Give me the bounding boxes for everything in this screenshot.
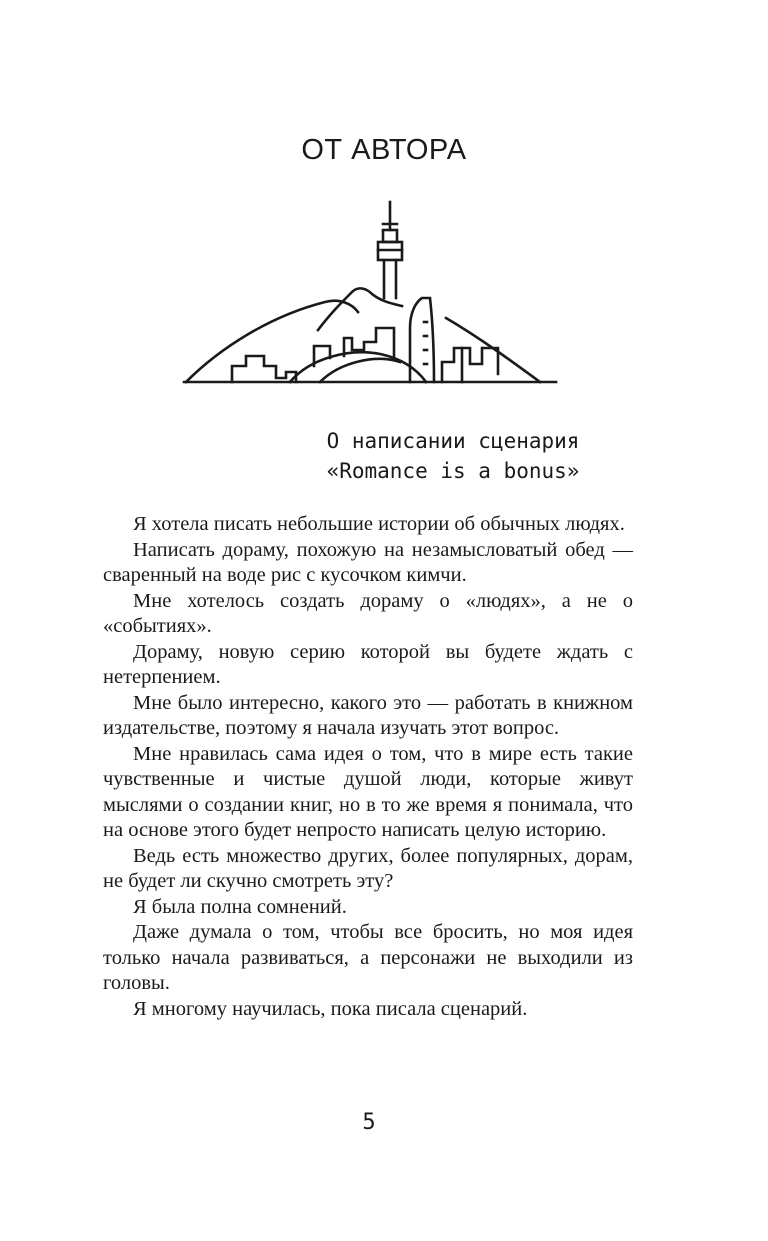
- paragraph: Мне было интересно, какого это — работать в книжном издательстве, поэтому я начала изучать этот вопрос.: [103, 691, 633, 739]
- subtitle-line-1: О написании сценария: [326, 429, 580, 453]
- subtitle: [0, 426, 738, 486]
- paragraph: Я хотела писать небольшие истории об обычных людях.: [133, 513, 625, 535]
- paragraph: Даже думала о том, чтобы все бросить, но моя идея только начала развиваться, а персонажи не выходили из головы.: [103, 921, 633, 994]
- subtitle-line-2: «Romance is a bonus»: [326, 459, 580, 483]
- paragraph: Мне хотелось создать дораму о «людях», а не о «событиях».: [103, 589, 633, 637]
- body-text: [103, 512, 633, 1022]
- paragraph: Дораму, новую серию которой вы будете ждать с нетерпением.: [103, 640, 633, 688]
- paragraph: Мне нравилась сама идея о том, что в мире есть такие чувственные и чистые душой люди, которые живут мыслями о создании книг, но в то же время я понимала, что на основе этого будет непросто написать целую историю.: [103, 742, 633, 841]
- paragraph: Ведь есть множество других, более популярных, дорам, не будет ли скучно смотреть эту?: [103, 844, 633, 892]
- page-number: 5: [362, 1110, 376, 1135]
- chapter-title: ОТ АВТОРА: [301, 134, 467, 166]
- seoul-skyline-icon: [180, 198, 560, 388]
- paragraph: Написать дораму, похожую на незамысловатый обед — сваренный на воде рис с кусочком кимчи.: [103, 538, 633, 586]
- paragraph: Я многому научилась, пока писала сценарий.: [133, 997, 528, 1020]
- paragraph: Я была полна сомнений.: [133, 895, 347, 918]
